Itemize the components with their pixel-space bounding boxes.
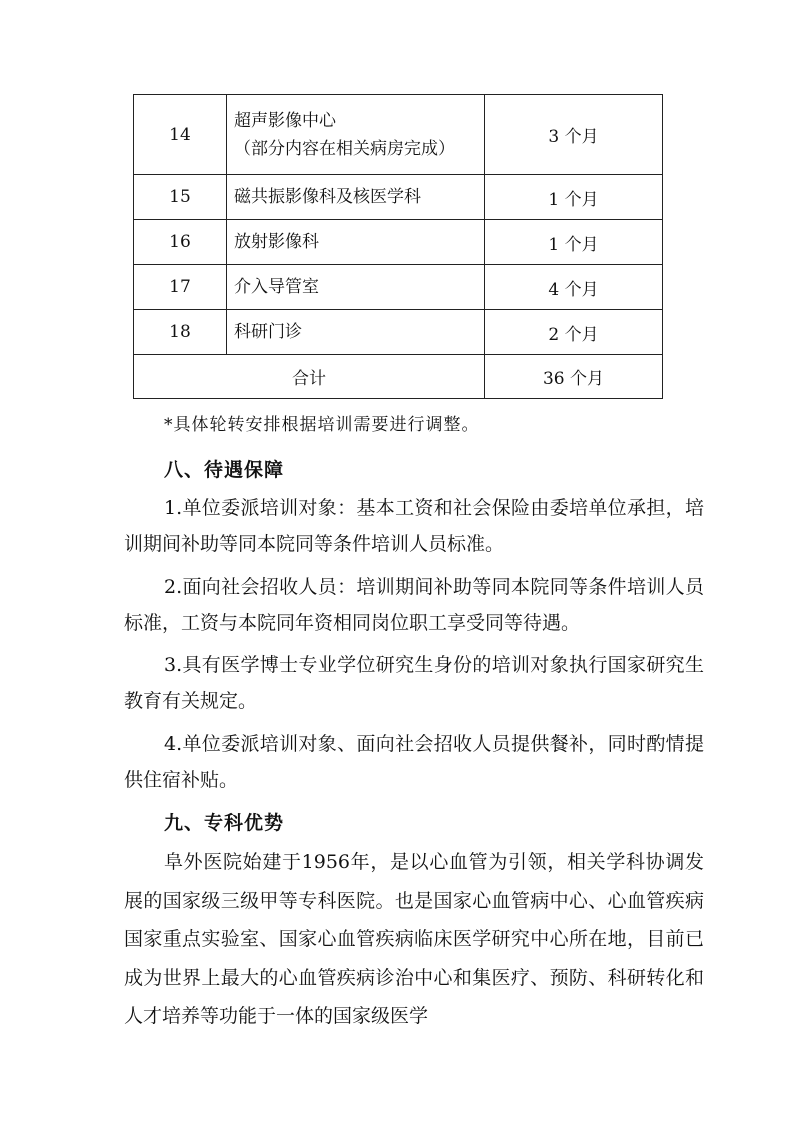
table-row	[134, 95, 663, 175]
rotation-duration: 2 个月	[485, 310, 663, 355]
department-name-line1: 超声影像中心	[234, 110, 336, 131]
row-number: 16	[134, 220, 227, 265]
row-number: 15	[134, 175, 227, 220]
department-name-line2: （部分内容在相关病房完成）	[234, 138, 455, 159]
advantages-paragraph: 阜外医院始建于1956年，是以心血管为引领，相关学科协调发展的国家级三级甲等专科医院。也是国家心血管病中心、心血管疾病国家重点实验室、国家心血管疾病临床医学研究中心所在地，目前已成为世界上最大的心血管疾病诊治中心和集医疗、预防、科研转化和人才培养等功能于一体的国家级医学	[124, 851, 704, 1027]
benefits-paragraph-3: 3.具有医学博士专业学位研究生身份的培训对象执行国家研究生教育有关规定。	[124, 654, 704, 712]
rotation-duration: 1 个月	[485, 175, 663, 220]
rotation-duration: 4 个月	[485, 265, 663, 310]
department-name: 科研门诊	[227, 310, 485, 355]
department-name: 介入导管室	[227, 265, 485, 310]
rotation-note: *具体轮转安排根据培训需要进行调整。	[164, 415, 480, 435]
benefits-paragraph-2: 2.面向社会招收人员：培训期间补助等同本院同等条件培训人员标准，工资与本院同年资相同岗位职工享受同等待遇。	[124, 576, 704, 634]
row-number: 17	[134, 265, 227, 310]
rotation-duration: 3 个月	[485, 95, 663, 175]
rotation-table	[133, 94, 663, 399]
table-row	[134, 220, 663, 265]
table-row	[134, 310, 663, 355]
section-heading-benefits: 八、待遇保障	[164, 459, 285, 481]
total-duration: 36 个月	[485, 355, 663, 399]
section-heading-advantages: 九、专科优势	[164, 812, 285, 834]
row-number: 18	[134, 310, 227, 355]
department-name	[227, 95, 485, 175]
total-label: 合计	[134, 355, 485, 399]
table-total-row	[134, 355, 663, 399]
table-row	[134, 265, 663, 310]
rotation-duration: 1 个月	[485, 220, 663, 265]
benefits-paragraph-1: 1.单位委派培训对象：基本工资和社会保险由委培单位承担，培训期间补助等同本院同等条件培训人员标准。	[124, 497, 704, 555]
department-name: 磁共振影像科及核医学科	[227, 175, 485, 220]
table-row	[134, 175, 663, 220]
benefits-paragraph-4: 4.单位委派培训对象、面向社会招收人员提供餐补，同时酌情提供住宿补贴。	[124, 733, 704, 791]
department-name: 放射影像科	[227, 220, 485, 265]
row-number: 14	[134, 95, 227, 175]
